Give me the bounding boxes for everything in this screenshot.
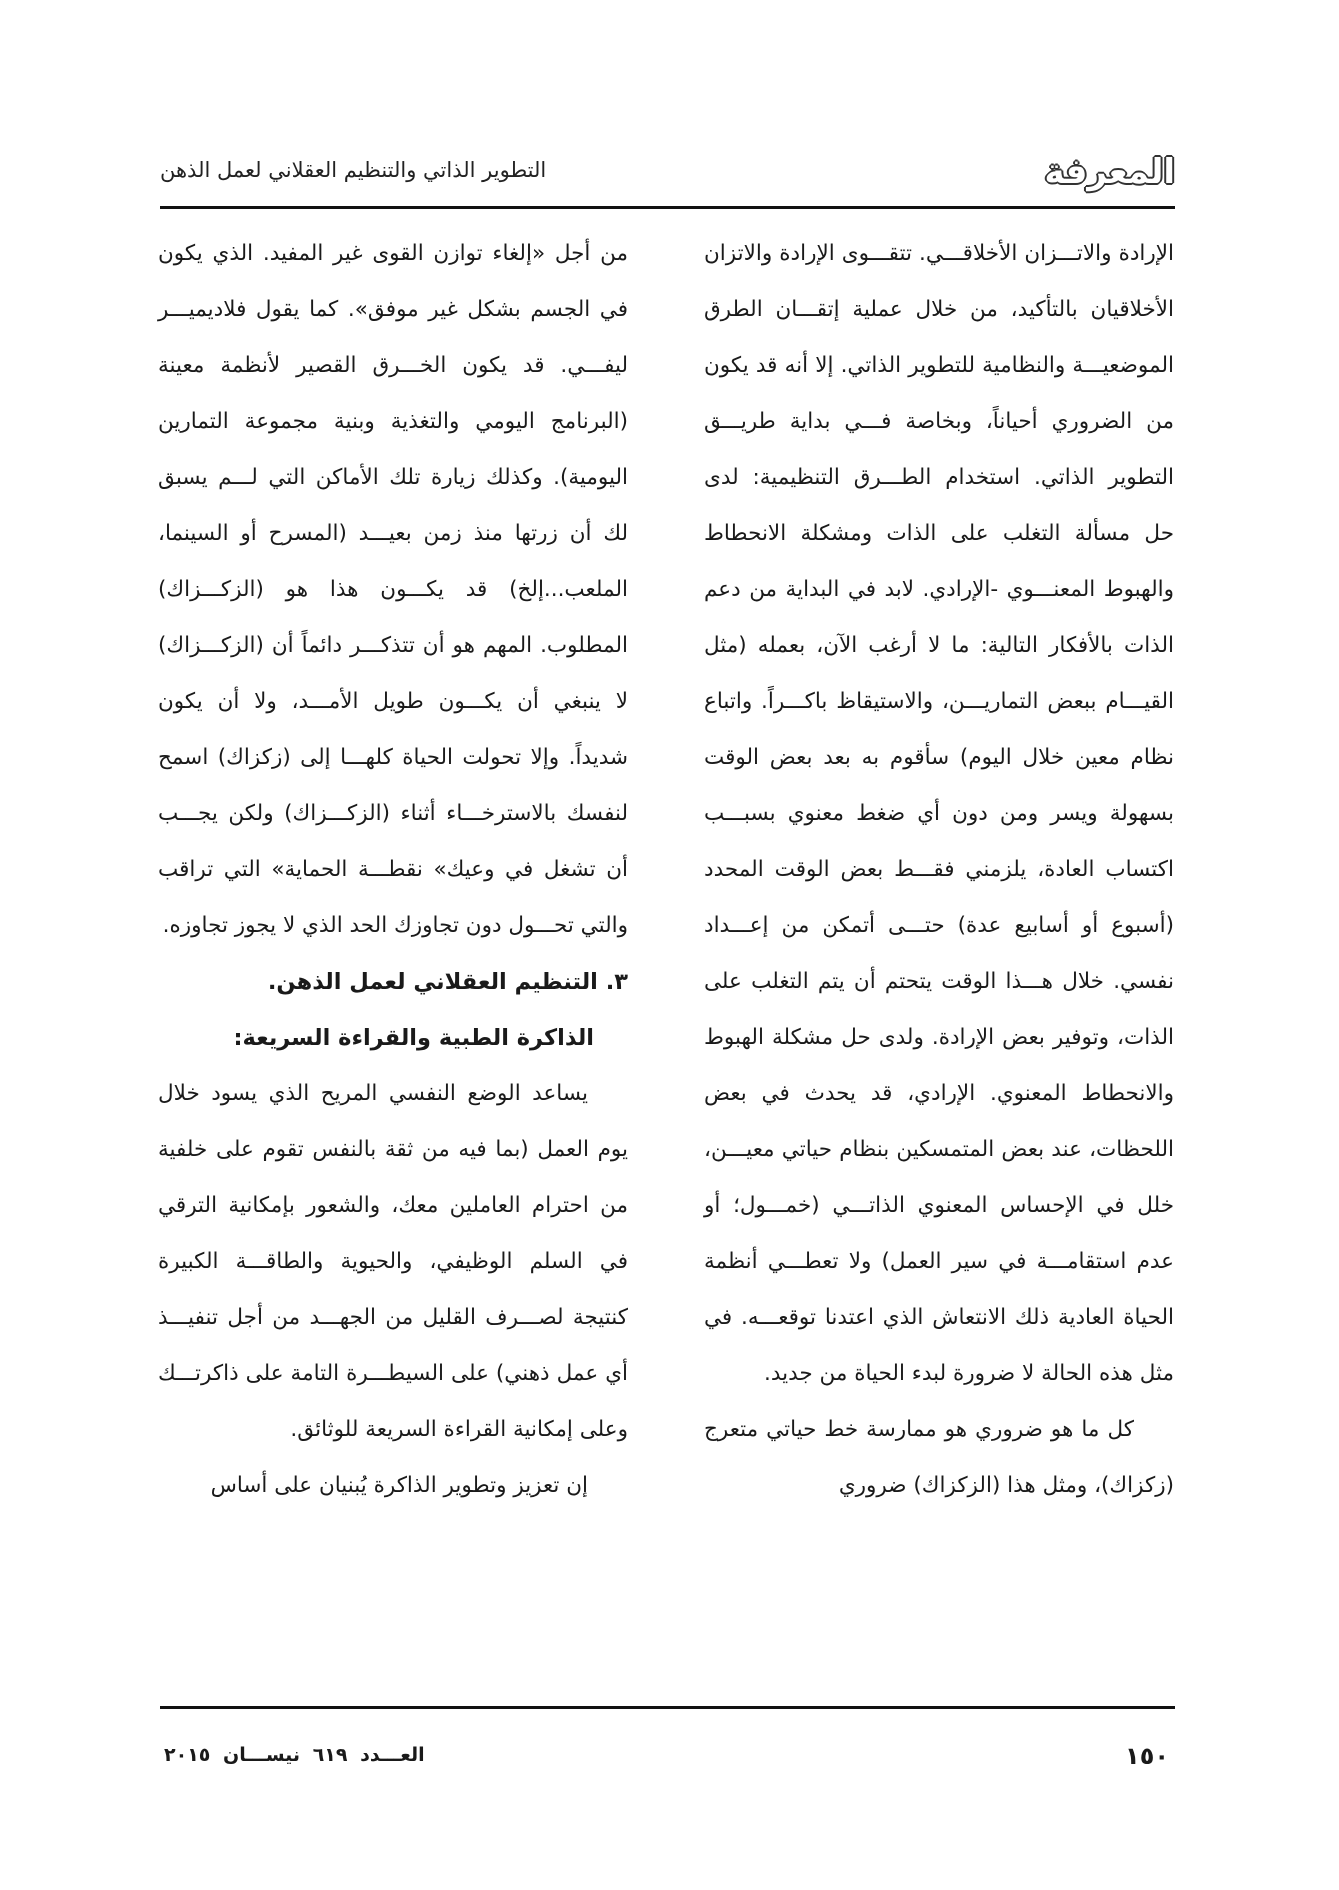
page-number: ١٥٠ xyxy=(1125,1742,1169,1770)
paragraph: إن تعزيز وتطوير الذاكرة يُبنيان على أساس xyxy=(210,1473,588,1498)
issue-info: العـــدد ٦١٩ نيســـان ٢٠١٥ xyxy=(164,1744,425,1766)
running-title: التطوير الذاتي والتنظيم العقلاني لعمل الذهن xyxy=(160,158,547,182)
paragraph: كل ما هو ضروري هو ممارسة خط حياتي متعرج (زكزاك)، ومثل هذا (الزكزاك) ضروري xyxy=(704,1417,1174,1498)
page-header xyxy=(160,148,1175,200)
section-subheading: الذاكرة الطبية والقراءة السريعة: xyxy=(233,1025,594,1051)
text-column-right xyxy=(704,226,1174,1686)
page-footer xyxy=(160,1742,1175,1782)
text-column-left xyxy=(158,226,628,1686)
paragraph: من أجل «إلغاء توازن القوى غير المفيد. الذي يكون في الجسم بشكل غير موفق». كما يقول فلاديميـــر ليفـــي. قد يكون الخـــرق القصير لأنظمة معينة (البرنامج اليومي والتغذية وبنية مجموعة التمارين اليومية). وكذلك زيارة تلك الأماكن التي لـــم يسبق لك أن زرتها منذ زمن بعيـــد (المسرح أو السينما، الملعب...إلخ) قد يكـــون هذا هو (الزكـــزاك) المطلوب. المهم هو أن تتذكـــر دائماً أن (الزكـــزاك) لا ينبغي أن يكـــون طويل الأمـــد، ولا أن يكون شديداً. وإلا تحولت الحياة كلهـــا إلى (زكزاك) اسمح لنفسك بالاسترخـــاء أثناء (الزكـــزاك) ولكن يجـــب أن تشغل في وعيك» نقطـــة الحماية» التي تراقب والتي تحـــول دون تجاوزك الحد الذي لا يجوز تجاوزه. xyxy=(158,241,628,938)
paragraph: الإرادة والاتـــزان الأخلاقـــي. تتقـــوى الإرادة والاتزان الأخلاقيان بالتأكيد، من خلال عملية إتقـــان الطرق الموضعيـــة والنظامية للتطوير الذاتي. إلا أنه قد يكون من الضروري أحياناً، وبخاصة فـــي بداية طريـــق التطوير الذاتي. استخدام الطـــرق التنظيمية: لدى حل مسألة التغلب على الذات ومشكلة الانحطاط والهبوط المعنـــوي -الإرادي. لابد في البداية من دعم الذات بالأفكار التالية: ما لا أرغب الآن، بعمله (مثل القيـــام ببعض التماريـــن، والاستيقاظ باكـــراً. واتباع نظام معين خلال اليوم) سأقوم به بعد بعض الوقت بسهولة ويسر ومن دون أي ضغط معنوي بسبـــب اكتساب العادة، يلزمني فقـــط بعض الوقت المحدد (أسبوع أو أسابيع عدة) حتـــى أتمكن من إعـــداد نفسي. خلال هـــذا الوقت يتحتم أن يتم التغلب على الذات، وتوفير بعض الإرادة. ولدى حل مشكلة الهبوط والانحطاط المعنوي. الإرادي، قد يحدث في بعض اللحظات، عند بعض المتمسكين بنظام حياتي معيـــن، خلل في الإحساس المعنوي الذاتـــي (خمـــول؛ أو عدم استقامـــة في سير العمل) ولا تعطـــي أنظمة الحياة العادية ذلك الانتعاش الذي اعتدنا توقعـــه. في مثل هذه الحالة لا ضرورة لبدء الحياة من جديد. xyxy=(704,241,1174,1386)
section-heading: ٣. التنظيم العقلاني لعمل الذهن. xyxy=(267,969,628,995)
footer-rule xyxy=(160,1706,1175,1709)
journal-logo: المعرفة xyxy=(1044,152,1175,192)
paragraph: يساعد الوضع النفسي المريح الذي يسود خلال يوم العمل (بما فيه من ثقة بالنفس تقوم على خلفية من احترام العاملين معك، والشعور بإمكانية الترقي في السلم الوظيفي، والحيوية والطاقـــة الكبيرة كنتيجة لصـــرف القليل من الجهـــد من أجل تنفيـــذ أي عمل ذهني) على السيطـــرة التامة على ذاكرتـــك وعلى إمكانية القراءة السريعة للوثائق. xyxy=(158,1081,628,1442)
header-rule xyxy=(160,206,1175,209)
